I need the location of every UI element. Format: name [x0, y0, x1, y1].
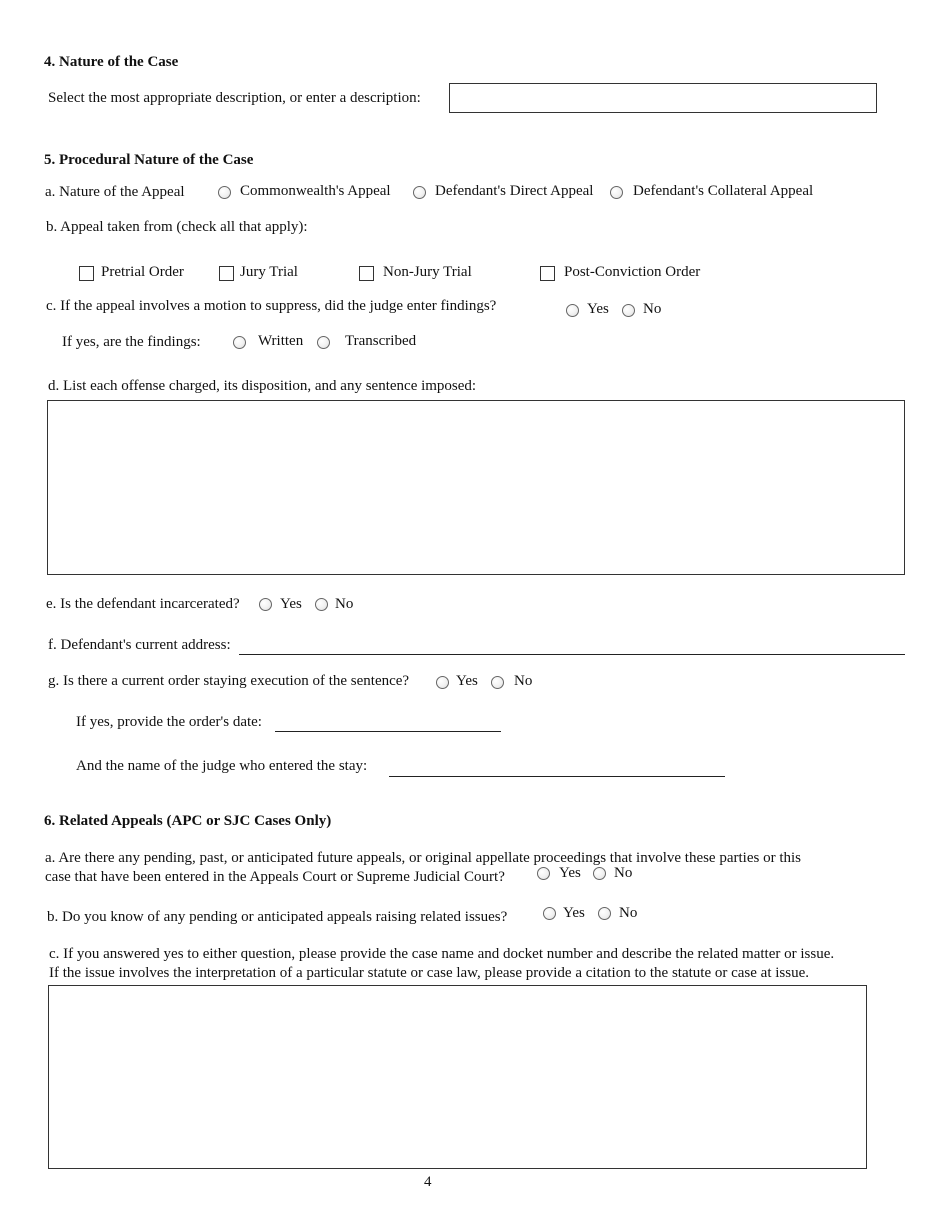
related-issues-no-radio[interactable]	[598, 907, 611, 920]
stay-order-date-field[interactable]	[275, 731, 501, 732]
non-jury-trial-label: Non-Jury Trial	[383, 264, 472, 280]
offense-list-label: d. List each offense charged, its disposition, and any sentence imposed:	[48, 378, 477, 394]
appeal-taken-from-label: b. Appeal taken from (check all that apply):	[46, 219, 308, 235]
section-6-heading: 6. Related Appeals (APC or SJC Cases Only)	[44, 813, 332, 829]
defendant-collateral-appeal-label: Defendant's Collateral Appeal	[633, 183, 814, 199]
suppress-findings-yes-radio[interactable]	[566, 304, 579, 317]
commonwealth-appeal-radio[interactable]	[218, 186, 231, 199]
related-appeals-no-label: No	[614, 865, 633, 881]
related-issues-yes-radio[interactable]	[543, 907, 556, 920]
section-5-heading: 5. Procedural Nature of the Case	[44, 152, 254, 168]
related-appeals-question-line2: case that have been entered in the Appeals Court or Supreme Judicial Court?	[45, 869, 505, 885]
nature-of-appeal-label: a. Nature of the Appeal	[45, 184, 185, 200]
defendant-collateral-appeal-radio[interactable]	[610, 186, 623, 199]
post-conviction-order-checkbox[interactable]	[540, 266, 555, 281]
incarcerated-no-radio[interactable]	[315, 598, 328, 611]
findings-transcribed-radio[interactable]	[317, 336, 330, 349]
stay-order-date-label: If yes, provide the order's date:	[76, 714, 262, 730]
related-details-instructions-line2: If the issue involves the interpretation of a particular statute or case law, please provide a citation to the statute or case at issue.	[49, 965, 810, 981]
related-appeals-yes-label: Yes	[559, 865, 581, 881]
defendant-address-label: f. Defendant's current address:	[48, 637, 231, 653]
related-issues-no-label: No	[619, 905, 638, 921]
findings-transcribed-label: Transcribed	[345, 333, 417, 349]
stay-judge-label: And the name of the judge who entered the stay:	[76, 758, 368, 774]
pretrial-order-checkbox[interactable]	[79, 266, 94, 281]
related-appeals-no-radio[interactable]	[593, 867, 606, 880]
jury-trial-checkbox[interactable]	[219, 266, 234, 281]
incarcerated-yes-label: Yes	[280, 596, 302, 612]
suppress-findings-label: c. If the appeal involves a motion to suppress, did the judge enter findings?	[46, 298, 497, 314]
stay-order-no-label: No	[514, 673, 533, 689]
findings-written-label: Written	[258, 333, 304, 349]
stay-order-label: g. Is there a current order staying execution of the sentence?	[48, 673, 410, 689]
related-appeals-yes-radio[interactable]	[537, 867, 550, 880]
incarcerated-label: e. Is the defendant incarcerated?	[46, 596, 240, 612]
pretrial-order-label: Pretrial Order	[101, 264, 184, 280]
stay-judge-field[interactable]	[389, 776, 725, 777]
stay-order-yes-radio[interactable]	[436, 676, 449, 689]
stay-order-yes-label: Yes	[456, 673, 478, 689]
suppress-findings-yes-label: Yes	[587, 301, 609, 317]
offense-list-textarea[interactable]	[47, 400, 905, 575]
page-number: 4	[424, 1174, 432, 1190]
suppress-findings-no-label: No	[643, 301, 662, 317]
findings-written-radio[interactable]	[233, 336, 246, 349]
defendant-direct-appeal-label: Defendant's Direct Appeal	[435, 183, 594, 199]
incarcerated-no-label: No	[335, 596, 354, 612]
nature-description-label: Select the most appropriate description, or enter a description:	[48, 90, 421, 106]
nature-description-field[interactable]	[449, 83, 877, 113]
defendant-address-field[interactable]	[239, 654, 905, 655]
related-issues-label: b. Do you know of any pending or anticipated appeals raising related issues?	[47, 909, 508, 925]
related-details-textarea[interactable]	[48, 985, 867, 1169]
suppress-findings-no-radio[interactable]	[622, 304, 635, 317]
jury-trial-label: Jury Trial	[240, 264, 298, 280]
commonwealth-appeal-label: Commonwealth's Appeal	[240, 183, 391, 199]
stay-order-no-radio[interactable]	[491, 676, 504, 689]
non-jury-trial-checkbox[interactable]	[359, 266, 374, 281]
findings-type-label: If yes, are the findings:	[62, 334, 201, 350]
section-4-heading: 4. Nature of the Case	[44, 54, 179, 70]
incarcerated-yes-radio[interactable]	[259, 598, 272, 611]
post-conviction-order-label: Post-Conviction Order	[564, 264, 701, 280]
related-appeals-question-line1: a. Are there any pending, past, or anticipated future appeals, or original appellate proceedings that involve these parties or this	[45, 850, 801, 866]
related-issues-yes-label: Yes	[563, 905, 585, 921]
related-details-instructions-line1: c. If you answered yes to either question, please provide the case name and docket number and describe the related matter or issue.	[49, 946, 835, 962]
defendant-direct-appeal-radio[interactable]	[413, 186, 426, 199]
